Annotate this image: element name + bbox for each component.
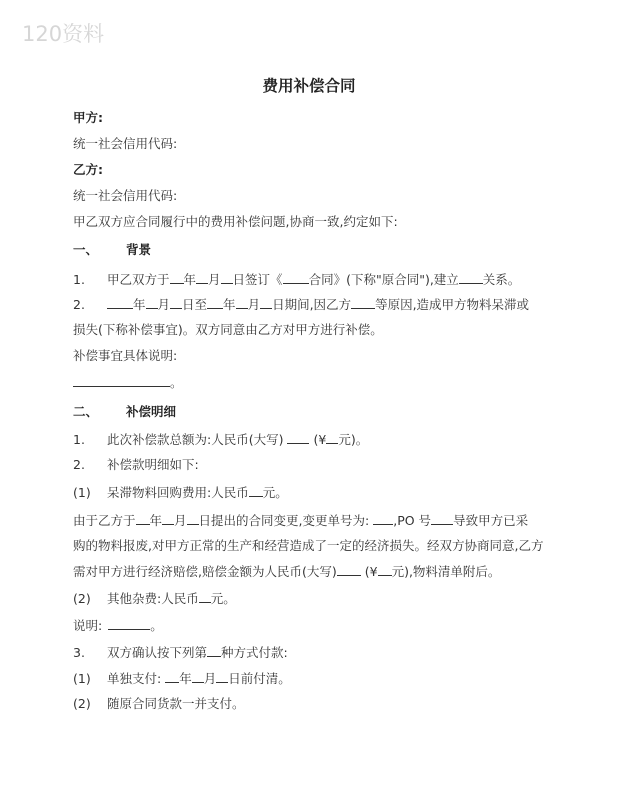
item-number: (2) [73, 591, 91, 606]
blank-field [136, 512, 150, 525]
blank-field [373, 512, 393, 525]
text: 。 [170, 375, 183, 390]
text: 需对甲方进行经济赔偿,赔偿金额为人民币(大写) [73, 564, 337, 579]
text: 年 [179, 671, 192, 686]
blank-field [187, 512, 199, 525]
item-number: 1. [73, 272, 85, 287]
text: 年 [133, 297, 146, 312]
blank-field [326, 431, 338, 444]
item-number: 2. [73, 457, 85, 472]
item-number: 1. [73, 432, 85, 447]
blank-field [196, 271, 208, 284]
blank-field [207, 644, 221, 657]
intro-paragraph: 甲乙双方应合同履行中的费用补偿问题,协商一致,约定如下: [73, 214, 398, 229]
payment-option-1 [73, 670, 291, 687]
document-title: 费用补偿合同 [262, 77, 356, 95]
text: 等原因,造成甲方物料呆滞或 [375, 297, 530, 312]
text: 由于乙方于 [73, 513, 136, 528]
blank-field [170, 296, 182, 309]
blank-field [337, 563, 361, 576]
text: 种方式付款: [221, 645, 288, 660]
text: (¥ [313, 432, 327, 447]
blank-field [249, 484, 263, 497]
text: 关系。 [482, 272, 521, 287]
party-a-label: 甲方: [73, 110, 103, 125]
text: 甲乙双方于 [107, 272, 170, 287]
paragraph-line-2: 购的物料报废,对甲方正常的生产和经营造成了一定的经济损失。经双方协商同意,乙方 [73, 538, 544, 553]
item-number: 2. [73, 297, 85, 312]
text: 月 [203, 671, 217, 686]
text: 日前付清。 [228, 671, 291, 686]
section-2-item-1 [73, 431, 368, 448]
text: 日至 [182, 297, 208, 312]
text: 元),物料清单附后。 [391, 564, 501, 579]
text: 月 [157, 297, 171, 312]
blank-field [431, 512, 453, 525]
text: 日期间,因乙方 [272, 297, 352, 312]
text: 其他杂费:人民币 [107, 591, 199, 606]
section-1-item-2-continued: 损失(下称补偿事宜)。双方同意由乙方对甲方进行补偿。 [73, 322, 383, 337]
compensation-note-label: 补偿事宜具体说明: [73, 348, 178, 363]
section-2-sub-1 [73, 484, 288, 501]
item-number: 3. [73, 645, 85, 660]
text: 补偿款明细如下: [107, 457, 199, 472]
text: 合同》(下称"原合同"),建立 [308, 272, 459, 287]
section-2-heading [73, 404, 176, 420]
blank-field [199, 590, 211, 603]
paragraph-line-3 [73, 563, 500, 580]
blank-field [283, 271, 309, 284]
text: 。 [150, 618, 163, 633]
payment-option-2 [73, 696, 245, 712]
section-2-title: 补偿明细 [126, 404, 177, 419]
blank-field [260, 296, 272, 309]
item-number: (1) [73, 671, 91, 686]
blank-field [216, 670, 228, 683]
text: 元。 [262, 485, 288, 500]
text: 呆滞物料回购费用:人民币 [107, 485, 249, 500]
blank-field [108, 617, 150, 630]
text: 元。 [210, 591, 236, 606]
text: 日签订《 [232, 272, 283, 287]
blank-field [378, 563, 392, 576]
blank-field [162, 512, 174, 525]
blank-field [351, 296, 375, 309]
text: 年 [149, 513, 163, 528]
blank-field [207, 296, 223, 309]
text: 单独支付: [107, 671, 162, 686]
text: 年 [223, 297, 236, 312]
section-2-number: 二、 [73, 404, 99, 419]
blank-field [287, 431, 309, 444]
section-1-item-1 [73, 271, 520, 288]
paragraph-line-1 [73, 512, 528, 529]
text: 月 [247, 297, 261, 312]
item-number: (2) [73, 696, 91, 711]
text: 导致甲方已采 [453, 513, 529, 528]
blank-field [170, 271, 184, 284]
section-2-item-3 [73, 644, 288, 661]
text: 元)。 [338, 432, 369, 447]
blank-field [73, 374, 170, 387]
section-2-sub-2 [73, 590, 236, 607]
party-b-credit-code: 统一社会信用代码: [73, 188, 178, 203]
party-a-credit-code: 统一社会信用代码: [73, 136, 178, 151]
text: 日提出的合同变更,变更单号为: [198, 513, 370, 528]
text: 随原合同货款一并支付。 [107, 696, 245, 711]
text: 此次补偿款总额为:人民币(大写) [107, 432, 284, 447]
section-1-title: 背景 [126, 242, 152, 257]
explanation-line [73, 617, 163, 634]
blank-field [107, 296, 133, 309]
section-1-heading [73, 242, 151, 258]
blank-field [236, 296, 248, 309]
text: 年 [183, 272, 197, 287]
text: (¥ [364, 564, 378, 579]
text: 说明: [73, 618, 103, 633]
watermark: 120资料 [22, 22, 105, 46]
text: 月 [208, 272, 221, 287]
section-1-item-2 [73, 296, 529, 313]
text: 月 [174, 513, 187, 528]
section-1-number: 一、 [73, 242, 99, 257]
section-2-item-2 [73, 457, 199, 473]
compensation-note-field [73, 374, 183, 391]
text: 双方确认按下列第 [107, 645, 208, 660]
blank-field [165, 670, 179, 683]
blank-field [192, 670, 204, 683]
item-number: (1) [73, 485, 91, 500]
party-b-label: 乙方: [73, 162, 103, 177]
blank-field [146, 296, 158, 309]
blank-field [459, 271, 483, 284]
blank-field [221, 271, 233, 284]
text: ,PO 号 [393, 513, 432, 528]
